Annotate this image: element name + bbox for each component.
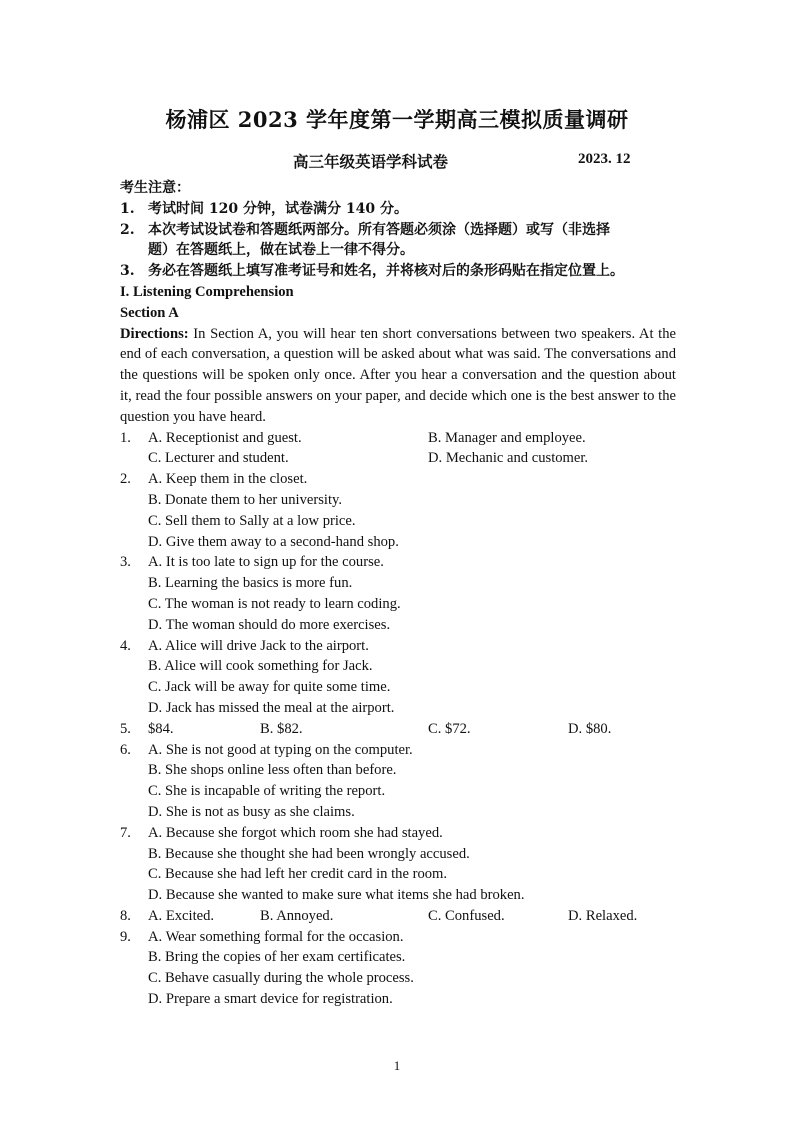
- answer-option: D. The woman should do more exercises.: [148, 616, 391, 633]
- answer-option: D. Give them away to a second-hand shop.: [148, 533, 399, 550]
- answer-option: A. Keep them in the closet.: [148, 471, 308, 488]
- notice-item-3: [120, 261, 680, 282]
- answer-option: D. Prepare a smart device for registration.: [148, 991, 393, 1008]
- question-row: [120, 864, 680, 885]
- question-row: [120, 615, 680, 636]
- notice-item-number: 2.: [120, 221, 135, 238]
- answer-option: C. Jack will be away for quite some time.: [148, 679, 391, 696]
- question-row: [120, 656, 680, 677]
- answer-option: C. Behave casually during the whole process.: [148, 970, 414, 987]
- answer-option: A. Wear something formal for the occasion.: [148, 928, 404, 945]
- part-title: I. Listening Comprehension: [120, 283, 294, 300]
- question-list: [120, 428, 680, 1010]
- question-number: 7.: [120, 824, 131, 841]
- question-row: [120, 760, 680, 781]
- directions: [120, 324, 676, 428]
- answer-option: D. Relaxed.: [568, 907, 638, 924]
- question-row: [120, 906, 680, 927]
- question-row: [120, 989, 680, 1010]
- notice-item-2: [120, 220, 680, 241]
- answer-option: B. Manager and employee.: [428, 429, 586, 446]
- answer-option: C. Because she had left her credit card in the room.: [148, 866, 448, 883]
- question-row: [120, 885, 680, 906]
- question-number: 8.: [120, 907, 131, 924]
- answer-option: D. Jack has missed the meal at the airport.: [148, 699, 395, 716]
- answer-option: C. She is incapable of writing the report.: [148, 783, 386, 800]
- exam-body: [120, 178, 680, 1010]
- answer-option: A. It is too late to sign up for the course.: [148, 554, 384, 571]
- answer-option: D. $80.: [568, 720, 612, 737]
- answer-option: A. She is not good at typing on the computer.: [148, 741, 413, 758]
- answer-option: B. Because she thought she had been wrongly accused.: [148, 845, 470, 862]
- answer-option: A. Alice will drive Jack to the airport.: [148, 637, 369, 654]
- question-row: [120, 532, 680, 553]
- notice-item-1: [120, 199, 680, 220]
- question-number: 1.: [120, 429, 131, 446]
- question-number: 9.: [120, 928, 131, 945]
- question-row: [120, 927, 680, 948]
- question-number: 2.: [120, 471, 131, 488]
- question-number: 4.: [120, 637, 131, 654]
- question-row: [120, 740, 680, 761]
- question-row: [120, 448, 680, 469]
- answer-option: A. Receptionist and guest.: [148, 429, 302, 446]
- question-number: 3.: [120, 554, 131, 571]
- answer-option: D. Mechanic and customer.: [428, 450, 589, 467]
- answer-option: B. $82.: [260, 720, 303, 737]
- question-row: [120, 636, 680, 657]
- answer-option: C. $72.: [428, 720, 471, 737]
- question-row: [120, 594, 680, 615]
- question-row: [120, 719, 680, 740]
- notice-item-text: 本次考试设试卷和答题纸两部分。所有答题必须涂（选择题）或写（非选择: [148, 221, 610, 238]
- answer-option: C. Lecturer and student.: [148, 450, 289, 467]
- exam-date: 2023. 12: [578, 151, 631, 167]
- notice-item-2-continued: 题）在答题纸上，做在试卷上一律不得分。: [148, 242, 414, 259]
- question-row: [120, 490, 680, 511]
- question-number: 6.: [120, 741, 131, 758]
- page-number: 1: [393, 1058, 401, 1073]
- question-row: [120, 698, 680, 719]
- question-row: [120, 552, 680, 573]
- answer-option: B. Donate them to her university.: [148, 491, 343, 508]
- question-row: [120, 802, 680, 823]
- answer-option: D. Because she wanted to make sure what items she had broken.: [148, 887, 525, 904]
- question-row: [120, 844, 680, 865]
- question-row: [120, 677, 680, 698]
- directions-label: Directions:: [120, 325, 189, 342]
- answer-option: B. Bring the copies of her exam certificates.: [148, 949, 406, 966]
- answer-option: B. Alice will cook something for Jack.: [148, 658, 373, 675]
- answer-option: $84.: [148, 720, 174, 737]
- directions-text: In Section A, you will hear ten short conversations between two speakers. At the end of each conversation, a question will be asked about what was said. The conversations and the questions will be spoken only once. After you hear a conversation and the question about it, read the four possible answers on your paper, and decide which one is the best answer to the question you have heard.: [120, 325, 676, 425]
- question-row: [120, 469, 680, 490]
- notice-item-text: 考试时间 120 分钟，试卷满分 140 分。: [148, 200, 408, 217]
- notice-heading: 考生注意：: [120, 180, 190, 196]
- notice-item-number: 1.: [120, 200, 135, 217]
- answer-option: C. The woman is not ready to learn coding.: [148, 595, 401, 612]
- question-row: [120, 823, 680, 844]
- answer-option: D. She is not as busy as she claims.: [148, 803, 355, 820]
- answer-option: B. She shops online less often than before.: [148, 762, 397, 779]
- question-row: [120, 947, 680, 968]
- question-row: [120, 511, 680, 532]
- exam-subtitle: 高三年级英语学科试卷: [293, 152, 449, 171]
- answer-option: B. Learning the basics is more fun.: [148, 575, 353, 592]
- answer-option: A. Excited.: [148, 907, 215, 924]
- question-number: 5.: [120, 720, 131, 737]
- answer-option: B. Annoyed.: [260, 907, 334, 924]
- answer-option: C. Sell them to Sally at a low price.: [148, 512, 356, 529]
- exam-title: 杨浦区 2023 学年度第一学期高三模拟质量调研: [165, 107, 629, 132]
- notice-item-text: 务必在答题纸上填写准考证号和姓名，并将核对后的条形码贴在指定位置上。: [148, 263, 624, 280]
- question-row: [120, 573, 680, 594]
- answer-option: A. Because she forgot which room she had stayed.: [148, 824, 443, 841]
- question-row: [120, 968, 680, 989]
- answer-option: C. Confused.: [428, 907, 505, 924]
- question-row: [120, 428, 680, 449]
- question-row: [120, 781, 680, 802]
- section-title: Section A: [120, 304, 179, 321]
- notice-item-number: 3.: [120, 263, 135, 280]
